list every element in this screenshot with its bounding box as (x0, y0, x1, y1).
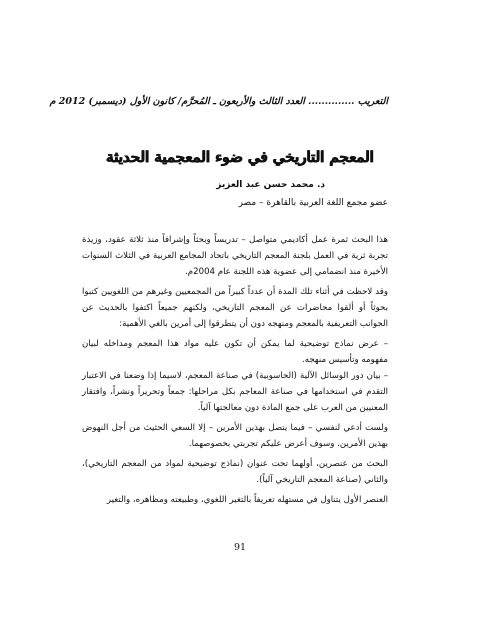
bullet-item-computing: – بيان دور الوسائل الآلية (الحاسوبية) في صناعة المعجم، لاسيما إذا وضعنا في الاعتبار التقدم في استخدامها في صناعة المعاجم بكل مراحلها: جمعاً وتحريراً ونشراً، وافتقار المعنيين من العرب على جمع المادة دون معالجتها آلياً. (82, 371, 388, 413)
paragraph-first-element: العنصر الأول يتناول في مستهله تعريفاً بالتغير اللغوي، وطبيعته ومظاهره، والتغير (106, 495, 388, 505)
paragraph-observation: وقد لاحظت في أثناء تلك المدة أن عدداً كبيراً من المجمعيين وغيرهم من اللغويين كتبوا بحوثاً أو ألقوا محاضرات عن المعجم التاريخي، ولكنهم جميعاً اكتفوا بالحديث عن الجوانب التعريفية بالمعجم ومنهجه دون أن يتطرقوا إلى أمرين بالغي الأهمية: (82, 287, 388, 329)
running-header: التعريب .............. العدد الثالث والأربعون ـ المُحرَّم/ كانون الأول (ديسمبر) 2012 م (49, 96, 388, 107)
article-title: المعجم التاريخي في ضوء المعجمية الحديثة (106, 148, 374, 166)
bullet-item-models: – عرض نماذج توضيحية لما يمكن أن تكون عليه مواد هذا المعجم ومداخله لبيان مفهومه وتأسيس منهجه. (82, 339, 388, 365)
article-body (82, 232, 388, 512)
paragraph-structure: البحث من عنصرين، أولهما تحت عنوان (نماذج توضيحية لمواد من المعجم التاريخي)، والثاني (صناعة المعجم التاريخي آلياً). (82, 459, 388, 485)
page-number: 91 (233, 542, 247, 553)
paragraph-intro: هذا البحث ثمرة عمل أكاديمي متواصل – تدريساً وبحثاً وإشرافاً منذ ثلاثة عقود، وزيدة تجربة ثرية في العمل بلجنة المعجم التاريخي باتحاد المجامع العربية في الثلاث السنوات الأخيرة منذ انضمامي إلى عضوية هذه اللجنة عام 2004م. (82, 235, 388, 277)
author-affiliation: عضو مجمع اللغة العربية بالقاهرة – مصر (238, 198, 388, 208)
author-name: د. محمد حسن عبد العزيز (216, 180, 325, 190)
paragraph-claim: ولست أدعي لنفسي – فيما يتصل بهذين الأمرين – إلا السعي الحثيث من أجل النهوض بهذين الأمرين. وسوف أعرض عليكم تجربتي بخصوصهما. (82, 423, 388, 449)
